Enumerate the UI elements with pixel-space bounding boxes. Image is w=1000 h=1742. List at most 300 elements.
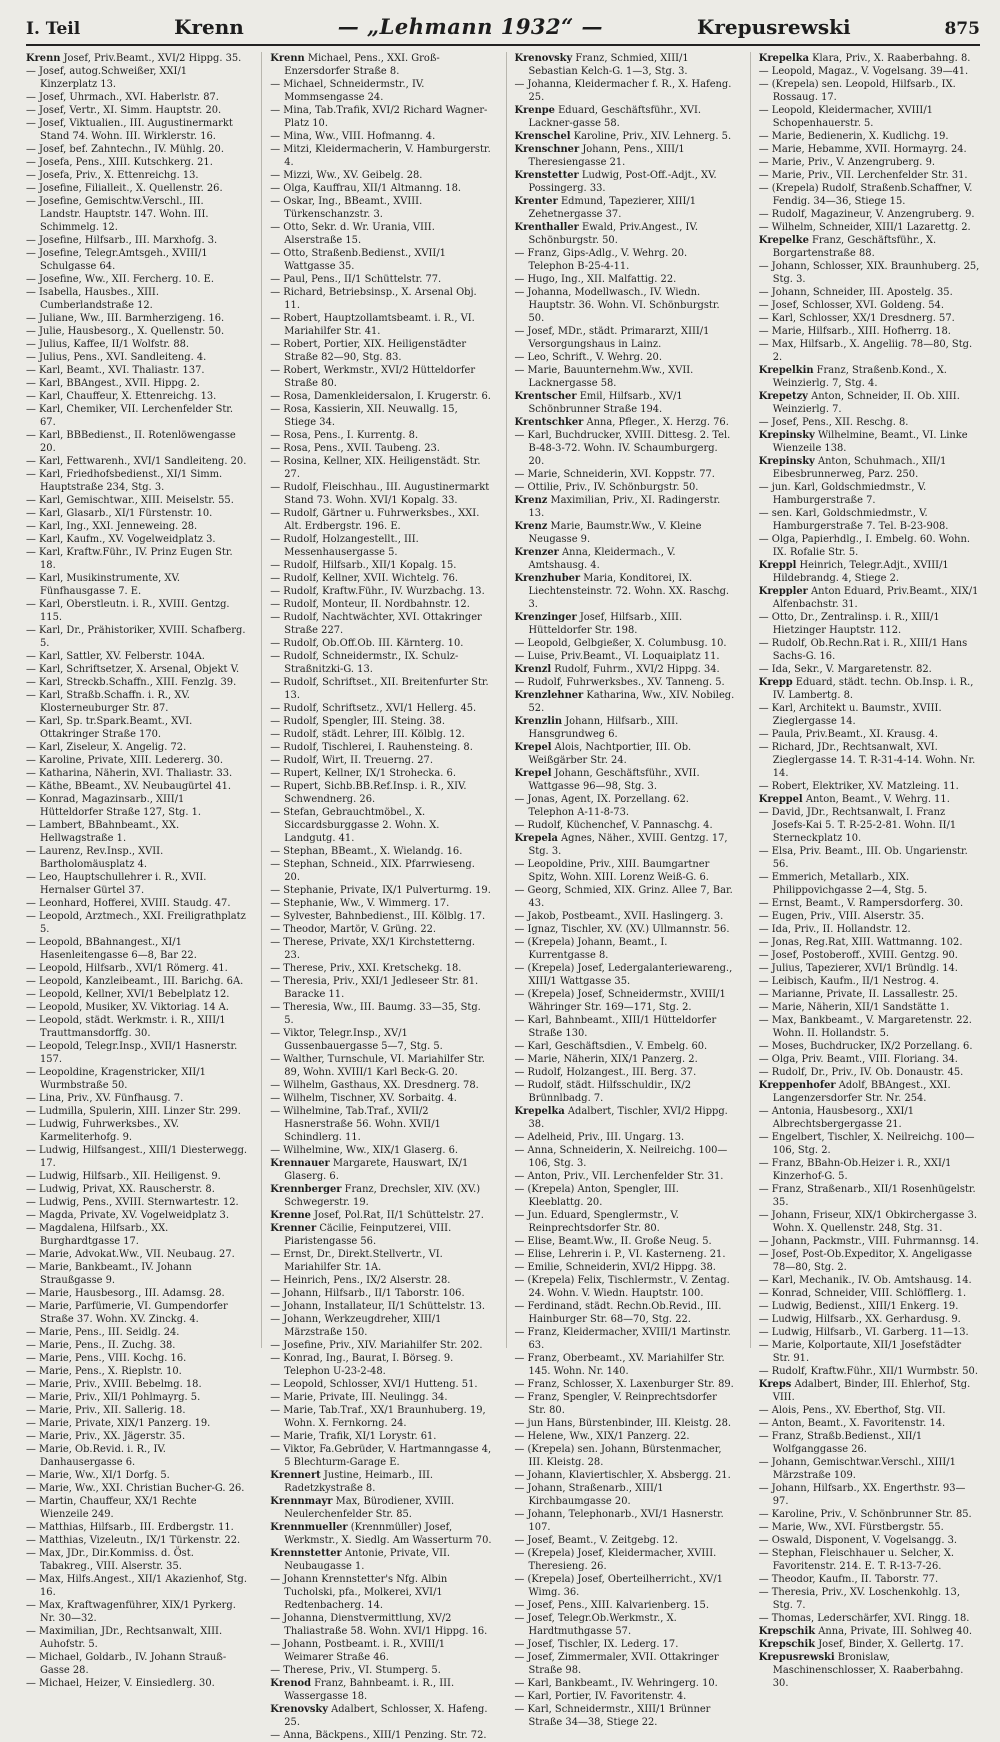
entry-details: — Johann, Gemischtwar.Verschl., XIII/1 Märzstraße 109. (758, 1457, 956, 1481)
entry-details: — Konrad, Magazinsarb., XIII/1 Hütteldorfer Straße 127, Stg. 1. (26, 794, 202, 818)
directory-entry (26, 962, 247, 975)
directory-entry (515, 1326, 736, 1352)
entry-details: — Karoline, Private, XIII. Ledererg. 30. (26, 755, 223, 766)
directory-entry (759, 182, 980, 208)
entry-details: — Viktor, Fa.Gebrüder, V. Hartmanngasse 4, 5 Blechturm-Garage E. (270, 1444, 492, 1468)
directory-entry (26, 1495, 247, 1521)
directory-entry (515, 663, 736, 676)
directory-entry (759, 702, 980, 728)
directory-entry (515, 611, 736, 637)
directory-entry (759, 78, 980, 104)
entry-surname: Krepinsky (758, 456, 815, 467)
directory-entry (759, 1040, 980, 1053)
directory-entry (759, 728, 980, 741)
entry-details: — Karl, Friedhofsbedienst., XI/1 Simm. Hauptstraße 234, Stg. 3. (26, 469, 223, 493)
directory-entry (26, 1326, 247, 1339)
page-number: 875 (944, 19, 980, 39)
directory-entry (759, 1157, 980, 1183)
directory-entry (759, 741, 980, 780)
entry-surname: Krepp (758, 677, 793, 688)
entry-details: — Paul, Pens., II/1 Schüttelstr. 77. (270, 274, 442, 285)
entry-details: — Johann, Schneider, III. Apostelg. 35. (758, 287, 953, 298)
entry-surname: Krenzinger (514, 612, 577, 623)
section-label: I. Teil (26, 19, 81, 39)
entry-details: Josef, Binder, X. Gellertg. 17. (818, 1639, 964, 1650)
entry-details: — Leo, Hauptschullehrer i. R., XVII. Hernalser Gürtel 37. (26, 872, 207, 896)
entry-details: Anton, Schneider, II. Ob. XIII. Weinzierlg. 7. (772, 391, 960, 415)
entry-details: — Ludwig, Hilfsarb., XX. Gerhardusg. 9. (758, 1314, 961, 1325)
entry-details: — Helene, Ww., XIX/1 Panzerg. 22. (514, 1431, 690, 1442)
directory-entry (26, 429, 247, 455)
directory-entry (759, 1586, 980, 1612)
directory-entry (26, 455, 247, 468)
directory-entry (515, 689, 736, 715)
directory-entry (270, 169, 491, 182)
entry-details: — Karl, Portier, IV. Favoritenstr. 4. (514, 1691, 687, 1702)
entry-details: — Franz, Gips-Adlg., V. Wehrg. 20. Telephon B-25-4-11. (514, 248, 688, 272)
directory-entry (759, 962, 980, 975)
directory-entry (270, 1729, 491, 1742)
directory-entry (26, 52, 247, 65)
entry-details: — Marie, Ob.Revid. i. R., IV. Danhausergasse 6. (26, 1444, 166, 1468)
directory-entry (515, 1131, 736, 1144)
entry-details: Franz, Schmied, XIII/1 Sebastian Kelch-G. 1—3, Stg. 3. (528, 53, 689, 77)
entry-details: — Marie, Pens., II. Zuchg. 38. (26, 1340, 176, 1351)
entry-details: Ewald, Priv.Angest., IV. Schönburgstr. 50. (528, 222, 698, 246)
entry-details: — Antonia, Hausbesorg., XXI/1 Albrechtsbergergasse 21. (758, 1106, 914, 1130)
entry-details: — Mina, Ww., VIII. Hofmanng. 4. (270, 131, 436, 142)
directory-entry (515, 1066, 736, 1079)
entry-details: — Wilhelm, Gasthaus, XX. Dresdnerg. 78. (270, 1080, 479, 1091)
entry-details: Rudolf, Fuhrm., XVI/2 Hippg. 34. (554, 664, 720, 675)
entry-details: — Marie, Ww., XVI. Fürstbergstr. 55. (758, 1522, 944, 1533)
entry-surname: Krentscher (514, 391, 577, 402)
directory-entry (759, 637, 980, 663)
entry-details: Margarete, Hauswart, IX/1 Glaserg. 6. (284, 1158, 469, 1182)
directory-entry (515, 858, 736, 884)
entry-details: — Konrad, Schneider, VIII. Schlöfflerg. 1. (758, 1288, 967, 1299)
directory-entry (270, 312, 491, 338)
entry-details: — Stephan, Fleischhauer u. Selcher, X. Favoritenstr. 214. E. T. R-13-7-26. (758, 1548, 955, 1572)
directory-entry (270, 1547, 491, 1573)
directory-entry (759, 1014, 980, 1040)
directory-entry (26, 364, 247, 377)
directory-entry (26, 572, 247, 598)
directory-entry (270, 1300, 491, 1313)
entry-details: — (Krepela) Josef, Ledergalanteriewareng., XIII/1 Wattgasse 35. (514, 963, 733, 987)
entry-details: — Karl, Architekt u. Baumstr., XVIII. Zieglergasse 14. (758, 703, 942, 727)
entry-details: — Georg, Schmied, XIX. Grinz. Allee 7, Bar. 43. (514, 885, 733, 909)
directory-entry (26, 1352, 247, 1365)
directory-entry (270, 598, 491, 611)
directory-entry (26, 494, 247, 507)
directory-entry (515, 104, 736, 130)
directory-entry (759, 221, 980, 234)
directory-entry (270, 559, 491, 572)
entry-details: — Leopold, Arztmech., XXI. Freiligrathplatz 5. (26, 911, 246, 935)
directory-entry (515, 286, 736, 325)
directory-entry (270, 182, 491, 195)
directory-entry (759, 1066, 980, 1079)
entry-details: — Karl, Sattler, XV. Felberstr. 104A. (26, 651, 205, 662)
entry-details: — Karl, Schriftsetzer, X. Arsenal, Objekt V. (26, 664, 240, 675)
directory-entry (270, 611, 491, 637)
directory-entry (26, 1547, 247, 1573)
directory-entry (759, 663, 980, 676)
directory-entry (515, 1482, 736, 1508)
entry-surname: Kreps (758, 1379, 792, 1390)
entry-details: Adalbert, Tischler, XVI/2 Hippg. 38. (528, 1106, 728, 1130)
column-2 (261, 52, 492, 1741)
directory-entry (270, 845, 491, 858)
directory-entry (515, 1261, 736, 1274)
directory-entry (270, 884, 491, 897)
directory-entry (515, 1014, 736, 1040)
entry-details: — Magda, Private, XV. Vogelweidplatz 3. (26, 1210, 229, 1221)
entry-details: — Therese, Private, XX/1 Kirchstetterng. 23. (270, 937, 476, 961)
directory-entry (759, 871, 980, 897)
directory-entry (26, 1482, 247, 1495)
entry-details: — Rudolf, Holzangestellt., III. Messenhausergasse 5. (270, 534, 419, 558)
entry-details: — Ludwig, Privat, XX. Rauscherstr. 8. (26, 1184, 215, 1195)
directory-entry (515, 1105, 736, 1131)
directory-entry (26, 689, 247, 715)
directory-entry (26, 1118, 247, 1144)
entry-details: — Rudolf, Nachtwächter, XVI. Ottakringer Straße 227. (270, 612, 482, 636)
entry-details: — Emilie, Schneiderin, XVI/2 Hippg. 38. (514, 1262, 716, 1273)
directory-entry (759, 1131, 980, 1157)
entry-details: Eduard, Geschäftsführ., XVI. Lackner-gasse 58. (528, 105, 702, 129)
entry-details: — Josef, Schlosser, XVI. Goldeng. 54. (758, 300, 944, 311)
directory-entry (759, 1300, 980, 1313)
entry-details: — Luise, Priv.Beamt., VI. Loquaiplatz 11. (514, 651, 720, 662)
directory-entry (26, 767, 247, 780)
directory-entry (759, 1521, 980, 1534)
entry-details: — Josef, Postoberoff., XVIII. Gentzg. 90. (758, 950, 958, 961)
directory-entry (26, 546, 247, 572)
entry-details: — Rosina, Kellner, XIX. Heiligenstädt. Str. 27. (270, 456, 481, 480)
directory-entry (759, 1547, 980, 1573)
entry-details: — Karl, Kaufm., XV. Vogelweidplatz 3. (26, 534, 216, 545)
directory-entry (26, 377, 247, 390)
directory-entry (26, 403, 247, 429)
directory-entry (270, 1391, 491, 1404)
directory-entry (26, 1287, 247, 1300)
directory-entry (26, 390, 247, 403)
directory-entry (270, 403, 491, 429)
directory-entry (515, 793, 736, 819)
entry-details: — Johann, Straßenarb., XIII/1 Kirchbaumgasse 20. (514, 1483, 664, 1507)
entry-surname: Krenzhuber (514, 573, 581, 584)
directory-entry (26, 715, 247, 741)
entry-surname: Krenn (26, 53, 61, 64)
entry-details: — Josef, Zimmermaler, XVII. Ottakringer Straße 98. (514, 1652, 719, 1676)
entry-details: — Sylvester, Bahnbedienst., III. Kölblg. 17. (270, 911, 486, 922)
entry-details: — Maximilian, JDr., Rechtsanwalt, XIII. Auhofstr. 5. (26, 1626, 223, 1650)
directory-entry (759, 1079, 980, 1105)
entry-details: — Mina, Tab.Trafik, XVI/2 Richard Wagner-Platz 10. (270, 105, 488, 129)
directory-entry (759, 1456, 980, 1482)
directory-entry (26, 273, 247, 286)
column-3 (506, 52, 736, 1728)
directory-entry (26, 195, 247, 234)
entry-details: — Anna, Schneiderin, X. Neilreichg. 100—106, Stg. 3. (514, 1145, 728, 1169)
directory-entry (515, 1040, 736, 1053)
entry-details: — Rudolf, Holzangest., III. Berg. 37. (514, 1067, 697, 1078)
entry-details: Anton Eduard, Priv.Beamt., XIX/1 Alfenbachstr. 31. (772, 586, 979, 610)
entry-details: — Marie, Pens., VIII. Kochg. 16. (26, 1353, 187, 1364)
directory-entry (759, 1209, 980, 1235)
entry-details: — Juliane, Ww., III. Barmherzigeng. 16. (26, 313, 225, 324)
entry-details: Wilhelmine, Beamt., VI. Linke Wienzeile 138. (772, 430, 968, 454)
entry-details: — Leo, Schrift., V. Wehrg. 20. (514, 352, 662, 363)
directory-entry (759, 1183, 980, 1209)
entry-details: — (Krepela) Josef, Oberteilherricht., XV/1 Wimg. 36. (514, 1574, 723, 1598)
entry-details: — Otto, Straßenb.Bedienst., XVII/1 Wattgasse 35. (270, 248, 446, 272)
entry-details: — Josef, Viktualien., III. Augustinermarkt Stand 74. Wohn. III. Wirklerstr. 16. (26, 118, 233, 142)
entry-details: — Marie, Priv., VII. Lerchenfelder Str. 31. (758, 170, 968, 181)
directory-entry (270, 286, 491, 312)
directory-entry (270, 897, 491, 910)
entry-details: Adalbert, Binder, III. Ehlerhof, Stg. VIII. (772, 1379, 971, 1403)
entry-details: Franz, Drechsler, XIV. (XV.) Schwegerstr. 19. (284, 1184, 481, 1208)
entry-details: Edmund, Tapezierer, XIII/1 Zehetnergasse 37. (528, 196, 697, 220)
directory-entry (270, 910, 491, 923)
entry-details: — Franz, BBahn-Ob.Heizer i. R., XXI/1 Kinzerhof-G. 5. (758, 1158, 952, 1182)
entry-details: — Josef, Beamt., V. Zeitgebg. 12. (514, 1535, 678, 1546)
entry-details: — Mitzi, Kleidermacherin, V. Hamburgerstr. 4. (270, 144, 491, 168)
directory-entry (26, 663, 247, 676)
directory-entry (270, 130, 491, 143)
entry-details: — Rudolf, Spengler, III. Steing. 38. (270, 716, 445, 727)
entry-details: — Robert, Werkmstr., XVI/2 Hütteldorfer Straße 80. (270, 365, 476, 389)
directory-entry (515, 416, 736, 429)
entry-details: — Marie, Hausbesorg., III. Adamsg. 28. (26, 1288, 225, 1299)
directory-entry (759, 949, 980, 962)
entry-details: — Julius, Pens., XVI. Sandleiteng. 4. (26, 352, 207, 363)
directory-entry (759, 1404, 980, 1417)
entry-details: — Ludwig, Pens., XVIII. Sternwartestr. 12. (26, 1197, 239, 1208)
directory-entry (515, 1053, 736, 1066)
entry-details: Johann, Hilfsarb., XIII. Hansgrundweg 6. (528, 716, 679, 740)
page-header (26, 14, 980, 46)
entry-details: Agnes, Näher., XVIII. Gentzg. 17, Stg. 3. (528, 833, 728, 857)
entry-details: — Theodor, Martör, V. Grüng. 22. (270, 924, 437, 935)
directory-entry (270, 1157, 491, 1183)
directory-entry (515, 884, 736, 910)
directory-entry (759, 1053, 980, 1066)
directory-entry (270, 585, 491, 598)
entry-details: — Mizzi, Ww., XV. Geibelg. 28. (270, 170, 423, 181)
entry-details: Alois, Nachtportier, III. Ob. Weißgärber Str. 24. (528, 742, 692, 766)
entry-surname: Krenter (514, 196, 558, 207)
entry-details: — Marie, Private, III. Neulingg. 34. (270, 1392, 448, 1403)
directory-entry (270, 780, 491, 806)
entry-details: — Lina, Priv., XV. Fünfhausg. 7. (26, 1093, 184, 1104)
directory-entry (26, 1001, 247, 1014)
entry-surname: Krenzlehner (514, 690, 584, 701)
entry-details: — (Krepela) sen. Johann, Bürstenmacher, III. Kleistg. 28. (514, 1444, 722, 1468)
directory-entry (26, 1300, 247, 1326)
entry-details: — Viktor, Telegr.Insp., XV/1 Gussenbauergasse 5—7, Stg. 5. (270, 1028, 443, 1052)
directory-entry (515, 910, 736, 923)
entry-details: — Theresia, Priv., XXI/1 Jedleseer Str. 81. Baracke 11. (270, 976, 479, 1000)
entry-details: — Marie, Bedienerin, X. Kudlichg. 19. (758, 131, 949, 142)
entry-details: — Marie, Advokat.Ww., VII. Neubaug. 27. (26, 1249, 235, 1260)
directory-entry (26, 468, 247, 494)
directory-entry (515, 390, 736, 416)
entry-details: — (Krepela) Johann, Beamt., I. Kurrentgasse 8. (514, 937, 668, 961)
left-catchword: Krenn (174, 15, 244, 39)
entry-surname: Krenstetter (514, 170, 579, 181)
entry-details: Johann, Geschäftsführ., XVII. Wattgasse 96—98, Stg. 3. (528, 768, 700, 792)
entry-columns (26, 52, 980, 1741)
entry-surname: Krennert (270, 1470, 321, 1481)
directory-entry (515, 429, 736, 468)
entry-details: — Josefa, Priv., X. Ettenreichg. 13. (26, 170, 199, 181)
directory-entry (759, 52, 980, 65)
column-1 (26, 52, 248, 1689)
directory-entry (759, 130, 980, 143)
entry-details: — jun Hans, Bürstenbinder, III. Kleistg. 28. (514, 1418, 731, 1429)
directory-entry (270, 767, 491, 780)
directory-entry (270, 1378, 491, 1391)
directory-entry (515, 1417, 736, 1430)
directory-entry (26, 1183, 247, 1196)
entry-details: — Rudolf, Schneidermstr., IX. Schulz-Straßnitzki-G. 13. (270, 651, 459, 675)
entry-details: — Ludmilla, Spulerin, XIII. Linzer Str. 299. (26, 1106, 241, 1117)
directory-entry (515, 1352, 736, 1378)
entry-details: — Engelbert, Tischler, X. Neilreichg. 100—106, Stg. 2. (758, 1132, 975, 1156)
directory-entry (515, 78, 736, 104)
directory-entry (759, 1625, 980, 1638)
directory-entry (270, 1443, 491, 1469)
directory-entry (759, 1274, 980, 1287)
entry-surname: Krepelka (514, 1106, 565, 1117)
entry-details: — Johann, Telephonarb., XVI/1 Hasnerstr. 107. (514, 1509, 724, 1533)
entry-details: — Marie, Bankbeamt., IV. Johann Straußgasse 9. (26, 1262, 192, 1286)
entry-details: — Johann Krennstetter's Nfg. Albin Tucholski, pfa., Molkerei, XVI/1 Redtenbacherg. 14. (270, 1574, 448, 1611)
entry-surname: Krepela (514, 833, 558, 844)
entry-details: — Wilhelmine, Tab.Traf., XVII/2 Hasnerstraße 56. Wohn. XVII/1 Schindlerg. 11. (270, 1106, 441, 1143)
directory-entry (515, 247, 736, 273)
directory-entry (515, 715, 736, 741)
entry-details: Anton, Beamt., V. Wehrg. 11. (805, 794, 950, 805)
entry-details: — Leonhard, Hofferei, XVIII. Staudg. 47. (26, 898, 231, 909)
entry-details: — Franz, Oberbeamt., XV. Mariahilfer Str. 145. Wohn. Nr. 140. (514, 1353, 725, 1377)
directory-entry (759, 455, 980, 481)
directory-entry (515, 1508, 736, 1534)
entry-details: Eduard, städt. techn. Ob.Insp. i. R., IV. Lambertg. 8. (772, 677, 974, 701)
entry-details: — Josefine, Hilfsarb., III. Marxhofg. 3. (26, 235, 218, 246)
entry-surname: Krenod (270, 1678, 311, 1689)
directory-entry (26, 910, 247, 936)
entry-details: — Karl, Gemischtwar., XIII. Meiselstr. 55. (26, 495, 234, 506)
entry-surname: Kreppel (758, 794, 803, 805)
entry-surname: Krenthaller (514, 222, 579, 233)
directory-entry (515, 767, 736, 793)
entry-details: — Julius, Tapezierer, XVI/1 Bründlg. 14. (758, 963, 958, 974)
entry-details: — Heinrich, Pens., IX/2 Alserstr. 28. (270, 1275, 451, 1286)
directory-entry (270, 676, 491, 702)
directory-entry (759, 1651, 980, 1690)
directory-entry (759, 156, 980, 169)
entry-details: — Josefine, Gemischtw.Verschl., III. Landstr. Hauptstr. 147. Wohn. III. Schimmelg. 12. (26, 196, 209, 233)
directory-entry (515, 273, 736, 286)
directory-entry (759, 1417, 980, 1430)
entry-details: — Konrad, Ing., Baurat, I. Börseg. 9. Telephon U-23-2-48. (270, 1353, 454, 1377)
entry-details: — Marie, Trafik, XI/1 Lorystr. 61. (270, 1431, 437, 1442)
directory-entry (270, 1352, 491, 1378)
directory-entry (270, 702, 491, 715)
directory-entry (26, 1625, 247, 1651)
entry-details: — Leibisch, Kaufm., II/1 Nestrog. 4. (758, 976, 939, 987)
entry-details: — Rosa, Pens., I. Kurrentg. 8. (270, 430, 419, 441)
entry-details: — Ottilie, Priv., IV. Schönburgstr. 50. (514, 482, 699, 493)
directory-entry (759, 923, 980, 936)
entry-details: — Max, Kraftwagenführer, XIX/1 Pyrkerg. Nr. 30—32. (26, 1600, 236, 1624)
entry-details: Heinrich, Telegr.Adjt., XVIII/1 Hildebrandg. 4, Stiege 2. (772, 560, 949, 584)
entry-details: — Ludwig, Hilfsangest., XIII/1 Diesterwegg. 17. (26, 1145, 248, 1169)
entry-details: — Walther, Turnschule, VI. Mariahilfer Str. 89, Wohn. XVIII/1 Karl Beck-G. 20. (270, 1054, 485, 1078)
entry-details: Klara, Priv., X. Raaberbahng. 8. (812, 53, 971, 64)
entry-details: — Otto, Dr., Zentralinsp. i. R., XIII/1 Hietzinger Hauptstr. 112. (758, 612, 940, 636)
directory-entry (26, 247, 247, 273)
entry-details: — Richard, JDr., Rechtsanwalt, XVI. Zieglergasse 14. T. R-31-4-14. Wohn. Nr. 14. (758, 742, 976, 779)
directory-entry (515, 962, 736, 988)
entry-details: — Therese, Priv., VI. Stumperg. 5. (270, 1665, 441, 1676)
entry-details: — Karl, Sp. tr.Spark.Beamt., XVI. Ottakringer Straße 170. (26, 716, 193, 740)
directory-entry (26, 143, 247, 156)
directory-entry (26, 1365, 247, 1378)
directory-entry (759, 65, 980, 78)
entry-details: — Ludwig, Bedienst., XIII/1 Enkerg. 19. (758, 1301, 959, 1312)
entry-surname: Krenschel (514, 131, 571, 142)
directory-entry (515, 1170, 736, 1183)
directory-entry (270, 1430, 491, 1443)
entry-details: — Anton, Beamt., X. Favoritenstr. 14. (758, 1418, 946, 1429)
right-catchword: Krepusrewski (696, 15, 851, 39)
entry-details: — Karl, BBBedienst., II. Rotenlöwengasse 20. (26, 430, 236, 454)
directory-entry (270, 572, 491, 585)
directory-entry (26, 871, 247, 897)
entry-details: — Alois, Pens., XV. Eberthof, Stg. VII. (758, 1405, 946, 1416)
directory-entry (759, 143, 980, 156)
entry-details: — Otto, Sekr. d. Wr. Urania, VIII. Alserstraße 15. (270, 222, 435, 246)
entry-details: — Josefine, Priv., XIV. Mariahilfer Str. 202. (270, 1340, 483, 1351)
directory-entry (759, 325, 980, 338)
entry-surname: Krepetzy (758, 391, 808, 402)
directory-entry (270, 78, 491, 104)
directory-entry (270, 923, 491, 936)
entry-details: — Stephan, BBeamt., X. Wielandg. 16. (270, 846, 463, 857)
entry-details: — Olga, Kauffrau, XII/1 Altmanng. 18. (270, 183, 462, 194)
directory-entry (759, 234, 980, 260)
entry-details: Johann, Pens., XIII/1 Theresiengasse 21. (528, 144, 685, 168)
entry-details: — Rudolf, Dr., Priv., IV. Ob. Donaustr. 45. (758, 1067, 964, 1078)
directory-entry (515, 195, 736, 221)
entry-details: — Rupert, Kellner, IX/1 Strohecka. 6. (270, 768, 456, 779)
entry-details: — Josef, bef. Zahntechn., IV. Mühlg. 20. (26, 144, 224, 155)
directory-entry (270, 364, 491, 390)
directory-entry (759, 1638, 980, 1651)
directory-entry (270, 1339, 491, 1352)
entry-surname: Krennmueller (270, 1522, 348, 1533)
directory-entry (759, 676, 980, 702)
entry-details: Michael, Pens., XXI. Groß-Enzersdorfer Straße 8. (284, 53, 440, 77)
directory-entry (270, 1469, 491, 1495)
entry-details: — Karl, Fettwarenh., XVI/1 Sandleiteng. 20. (26, 456, 247, 467)
